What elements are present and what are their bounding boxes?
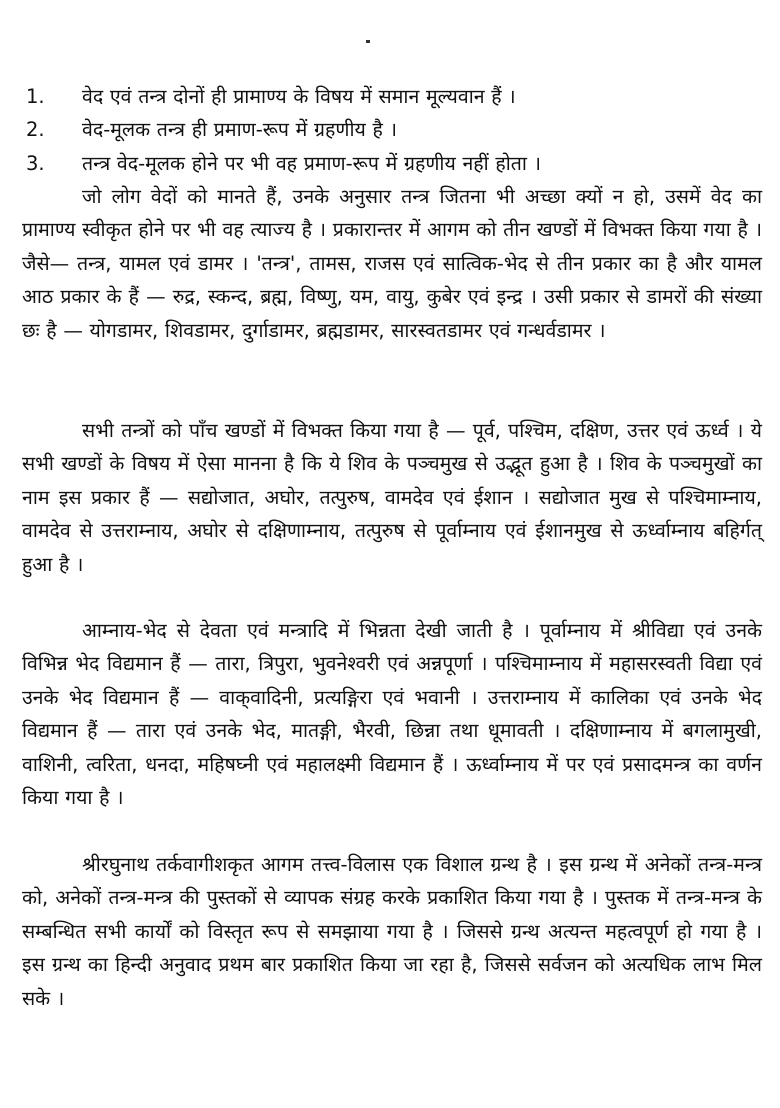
list-text: तन्त्र वेद-मूलक होने पर भी वह प्रमाण-रूप में ग्रहणीय नहीं होता ।	[82, 151, 542, 175]
numbered-list	[22, 80, 762, 180]
paragraph-veda-authority: जो लोग वेदों को मानते हैं, उनके अनुसार तन्त्र जितना भी अच्छा क्यों न हो, उसमें वेद का प्रामाण्य स्वीकृत होने पर भी वह त्याज्य है । प्रकारान्तर में आगम को तीन खण्डों में विभक्त किया गया है । जैसे— तन्त्र, यामल एवं डामर । 'तन्त्र', तामस, राजस एवं सात्विक-भेद से तीन प्रकार का है और यामल आठ प्रकार के हैं — रुद्र, स्कन्द, ब्रह्म, विष्णु, यम, वायु, कुबेर एवं इन्द्र । उसी प्रकार से डामरों की संख्या छः है — योगडामर, शिवडामर, दुर्गाडामर, ब्रह्मडामर, सारस्वतडामर एवं गन्धर्वडामर ।	[22, 185, 762, 342]
list-item	[22, 113, 762, 146]
list-item	[22, 80, 762, 113]
paragraph-amnaya-deities: आम्नाय-भेद से देवता एवं मन्त्रादि में भिन्नता देखी जाती है । पूर्वाम्नाय में श्रीविद्या एवं उनके विभिन्न भेद विद्यमान हैं — तारा, त्रिपुरा, भुवनेश्वरी एवं अन्नपूर्णा । पश्चिमाम्नाय में महासरस्वती विद्या एवं उनके भेद विद्यमान हैं — वाक्‌वादिनी, प्रत्यङ्गिरा एवं भवानी । उत्तराम्नाय में कालिका एवं उनके भेद विद्यमान हैं — तारा एवं उनके भेद, मातङ्गी, भैरवी, छिन्ना तथा धूमावती । दक्षिणाम्नाय में बगलामुखी, वाशिनी, त्वरिता, धनदा, महिषघ्नी एवं महालक्ष्मी विद्यमान हैं । ऊर्ध्वाम्नाय में पर एवं प्रसादमन्त्र का वर्णन किया गया है ।	[22, 619, 762, 810]
list-number: 1.	[26, 85, 45, 108]
paragraph-book-about: श्रीरघुनाथ तर्कवागीशकृत आगम तत्त्व-विलास एक विशाल ग्रन्थ है । इस ग्रन्थ में अनेकों तन्त्र-मन्त्र को, अनेकों तन्त्र-मन्त्र की पुस्तकों से व्यापक संग्रह करके प्रकाशित किया गया है । पुस्तक में तन्त्र-मन्त्र के सम्बन्धित सभी कार्यों को विस्तृत रूप से समझाया गया है । जिससे ग्रन्थ अत्यन्त महत्वपूर्ण हो गया है । इस ग्रन्थ का हिन्दी अनुवाद प्रथम बार प्रकाशित किया जा रहा है, जिससे सर्वजन को अत्यधिक लाभ मिल सके ।	[22, 853, 762, 1010]
list-number: 2.	[26, 118, 45, 142]
list-text: वेद-मूलक तन्त्र ही प्रमाण-रूप में ग्रहणीय है ।	[82, 118, 397, 142]
page-mark	[366, 40, 370, 43]
list-number: 3.	[26, 151, 45, 175]
paragraph-five-faces: सभी तन्त्रों को पाँच खण्डों में विभक्त किया गया है — पूर्व, पश्चिम, दक्षिण, उत्तर एवं ऊर्ध्व । ये सभी खण्डों के विषय में ऐसा मानना है कि ये शिव के पञ्चमुख से उद्भूत हुआ है । शिव के पञ्चमुखों का नाम इस प्रकार हैं — सद्योजात, अघोर, तत्पुरुष, वामदेव एवं ईशान । सद्योजात मुख से पश्चिमाम्नाय, वामदेव से उत्तराम्नाय, अघोर से दक्षिणाम्नाय, तत्पुरुष से पूर्वाम्नाय एवं ईशानमुख से ऊर्ध्वाम्नाय बहिर्गत् हुआ है ।	[22, 419, 762, 576]
list-text: वेद एवं तन्त्र दोनों ही प्रामाण्य के विषय में समान मूल्यवान हैं ।	[82, 85, 516, 108]
list-item	[22, 147, 762, 180]
